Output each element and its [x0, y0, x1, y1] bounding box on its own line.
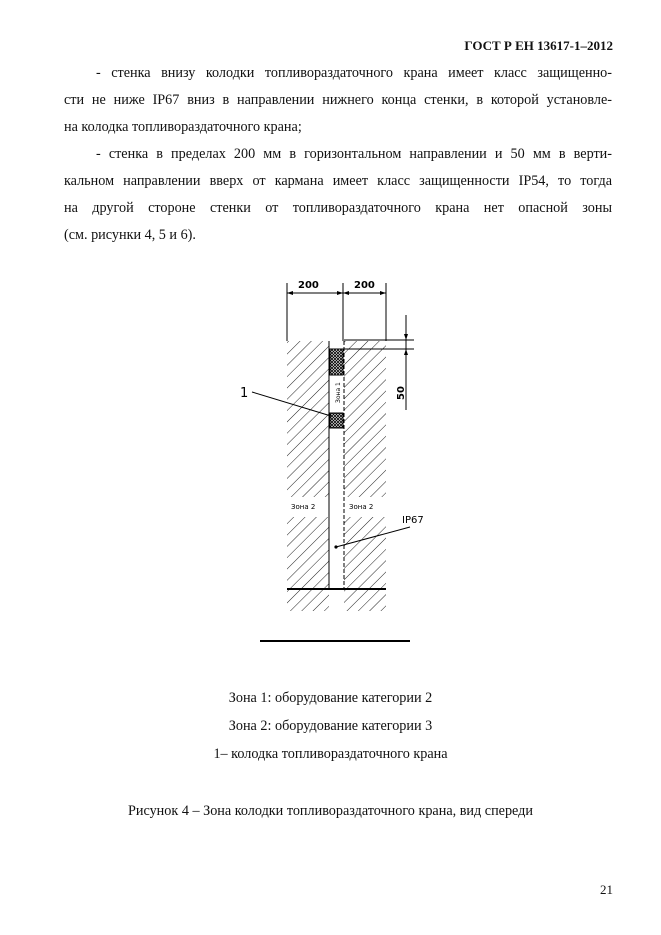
paragraph-line: - стенка внизу колодки топливораздаточного крана имеет класс защищенно- [96, 65, 612, 81]
pump-housing-bottom [330, 413, 343, 428]
paragraph-line: - стенка в пределах 200 мм в горизонтальном направлении и 50 мм в верти- [96, 146, 612, 162]
paragraph-line: (см. рисунки 4, 5 и 6). [64, 227, 196, 243]
figure-caption: Рисунок 4 – Зона колодки топливораздаточного крана, вид спереди [128, 803, 533, 819]
paragraph-line: сти не ниже IP67 вниз в направлении нижнего конца стенки, в которой установле- [64, 92, 612, 108]
page-number: 21 [600, 882, 613, 897]
legend-callout: 1– колодка топливораздаточного крана [213, 746, 448, 762]
paragraph-1 [64, 60, 612, 141]
dim-right-value: 200 [354, 280, 375, 291]
document-header: ГОСТ Р ЕН 13617-1–2012 [464, 38, 613, 53]
wall-hatch-left [287, 341, 329, 611]
ip67-label: IP67 [402, 515, 424, 526]
legend-zone2: Зона 2: оборудование категории 3 [228, 718, 433, 734]
zone1-label: Зона 1 [335, 382, 342, 403]
dim-left-value: 200 [298, 280, 319, 291]
paragraph-line: на другой стороне стенки от топливораздаточного крана нет опасной зоны [64, 200, 612, 216]
paragraph-line: кальном направлении вверх от кармана имеет класс защищенности IP54, то тогда [64, 173, 612, 189]
paragraph-line: на колодка топливораздаточного крана; [64, 119, 302, 135]
zone2-right-label: Зона 2 [349, 503, 374, 511]
pump-housing-top [330, 349, 343, 375]
legend-zone1: Зона 1: оборудование категории 2 [228, 690, 433, 706]
paragraph-2 [64, 141, 612, 249]
figure-4 [230, 275, 430, 660]
wall-diagram [230, 275, 430, 655]
zone2-left-label: Зона 2 [291, 503, 316, 511]
callout-number: 1 [240, 386, 249, 401]
wall-hatch-right [344, 341, 386, 611]
dim-vertical-value: 50 [396, 386, 407, 400]
